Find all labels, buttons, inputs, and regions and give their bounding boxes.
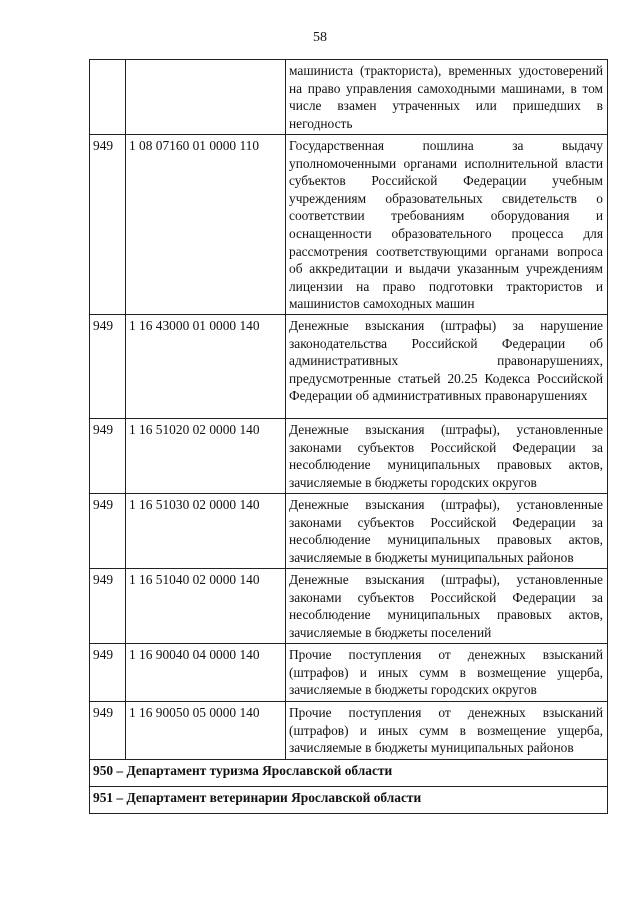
admin-code-cell: 949 [90, 702, 126, 760]
admin-code-cell: 949 [90, 644, 126, 702]
budget-code-cell: 1 16 51020 02 0000 140 [126, 419, 286, 494]
admin-code-cell: 949 [90, 419, 126, 494]
admin-code-cell: 949 [90, 494, 126, 569]
description-cell: Прочие поступления от денежных взысканий (штрафов) и иных сумм в возмещение ущерба, зачисляемые в бюджеты городских округов [286, 644, 608, 702]
budget-code-cell: 1 08 07160 01 0000 110 [126, 135, 286, 315]
budget-code-cell [126, 60, 286, 135]
section-row [90, 787, 608, 814]
description-cell: Денежные взыскания (штрафы), установленные законами субъектов Российской Федерации за несоблюдение муниципальных правовых актов, зачисляемые в бюджеты городских округов [286, 419, 608, 494]
table-row [90, 644, 608, 702]
description-cell: машиниста (тракториста), временных удостоверений на право управления самоходными машинами, в том числе взамен утраченных или пришедших в негодность [286, 60, 608, 135]
page-number: 58 [313, 30, 327, 45]
budget-code-cell: 1 16 90040 04 0000 140 [126, 644, 286, 702]
admin-code-cell: 949 [90, 135, 126, 315]
budget-code-cell: 1 16 43000 01 0000 140 [126, 315, 286, 419]
table-row [90, 494, 608, 569]
budget-code-cell: 1 16 90050 05 0000 140 [126, 702, 286, 760]
table-body [90, 60, 608, 814]
table-row [90, 135, 608, 315]
table-row [90, 419, 608, 494]
table-row [90, 569, 608, 644]
budget-code-cell: 1 16 51040 02 0000 140 [126, 569, 286, 644]
description-cell: Денежные взыскания (штрафы) за нарушение законодательства Российской Федерации об административных правонарушениях, предусмотренные статьей 20.25 Кодекса Российской Федерации об административных правонарушениях [286, 315, 608, 419]
admin-code-cell [90, 60, 126, 135]
admin-code-cell: 949 [90, 569, 126, 644]
table-row [90, 60, 608, 135]
table-row [90, 315, 608, 419]
description-cell: Денежные взыскания (штрафы), установленные законами субъектов Российской Федерации за несоблюдение муниципальных правовых актов, зачисляемые в бюджеты поселений [286, 569, 608, 644]
description-cell: Денежные взыскания (штрафы), установленные законами субъектов Российской Федерации за несоблюдение муниципальных правовых актов, зачисляемые в бюджеты муниципальных районов [286, 494, 608, 569]
admin-code-cell: 949 [90, 315, 126, 419]
description-cell: Государственная пошлина за выдачу уполномоченными органами исполнительной власти субъектов Российской Федерации учебным учреждениям образовательных свидетельств о соответствии требованиям оборудования и оснащенности образовательного процесса для рассмотрения соответствующими органами вопроса об аккредитации и выдачи указанным учреждениям лицензии на право подготовки трактористов и машинистов самоходных машин [286, 135, 608, 315]
table-row [90, 702, 608, 760]
section-heading: 951 – Департамент ветеринарии Ярославской области [90, 787, 608, 814]
section-heading: 950 – Департамент туризма Ярославской области [90, 760, 608, 787]
revenue-codes-table [89, 59, 608, 814]
description-cell: Прочие поступления от денежных взысканий (штрафов) и иных сумм в возмещение ущерба, зачисляемые в бюджеты муниципальных районов [286, 702, 608, 760]
budget-code-cell: 1 16 51030 02 0000 140 [126, 494, 286, 569]
section-row [90, 760, 608, 787]
